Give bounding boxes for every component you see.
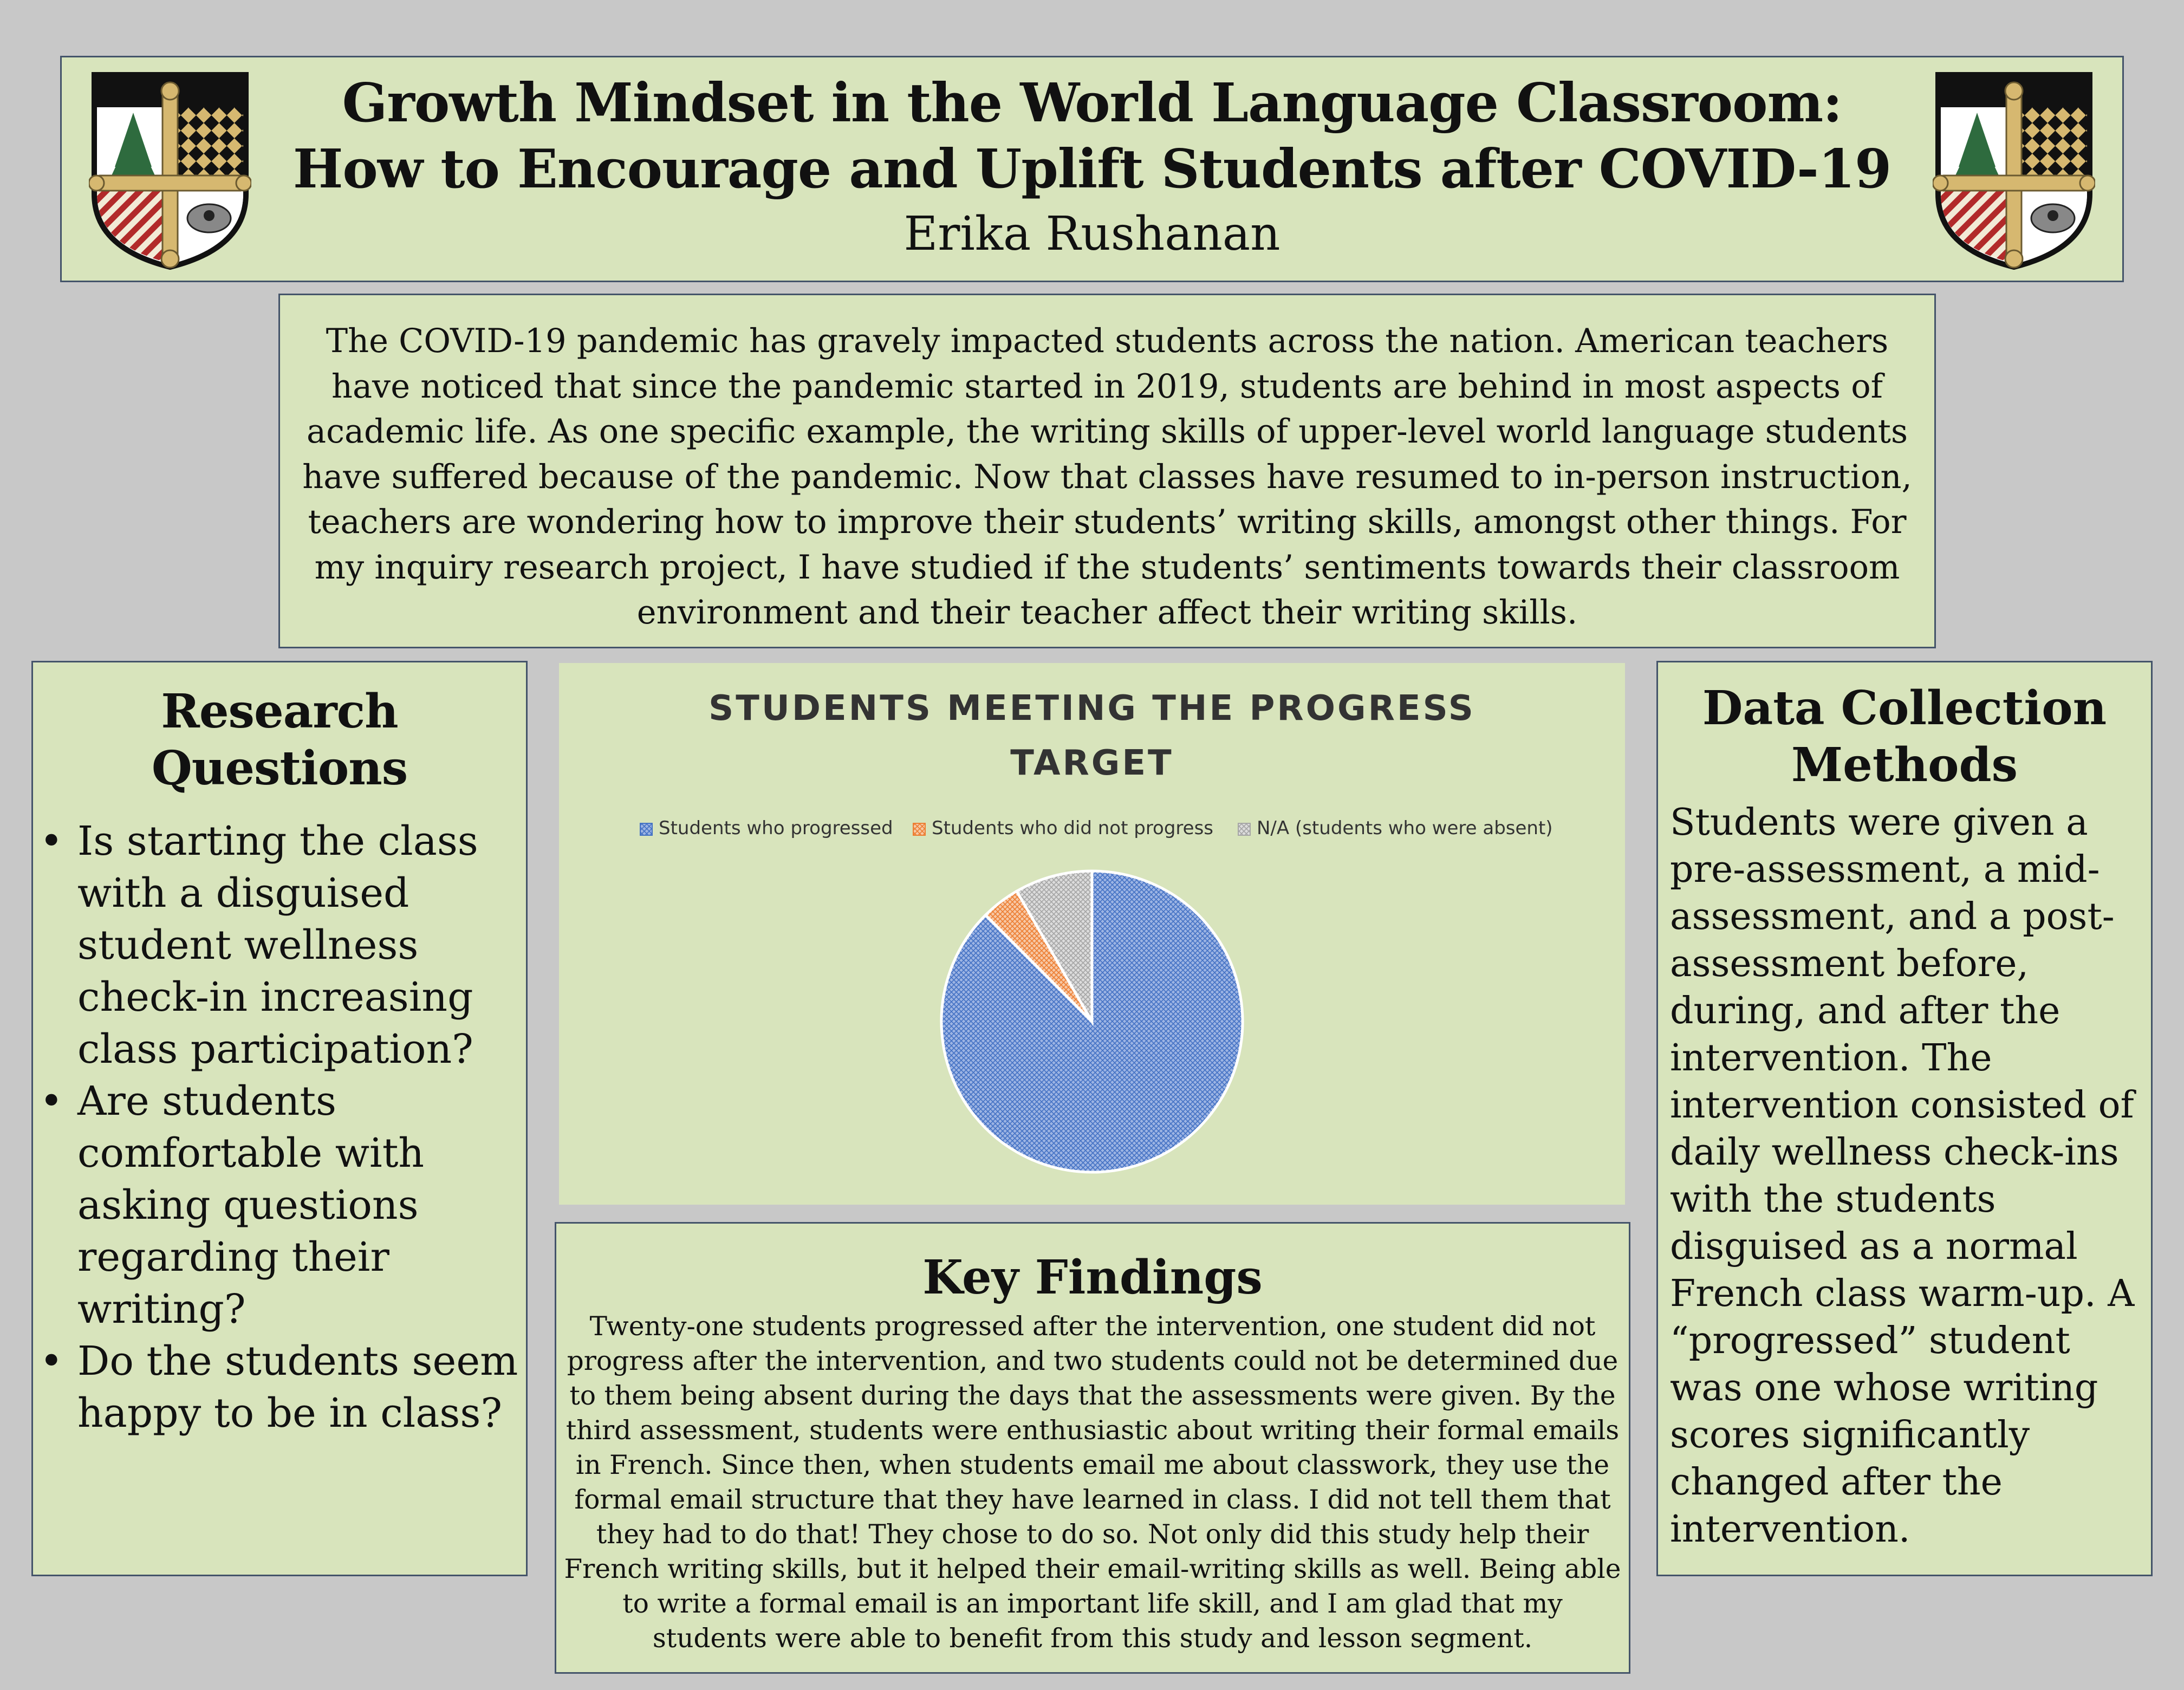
legend-label: Students who progressed bbox=[659, 817, 893, 839]
bullet-icon: • bbox=[40, 1338, 63, 1384]
pie-chart bbox=[559, 663, 1625, 1205]
author-name: Erika Rushanan bbox=[903, 207, 1280, 261]
chart-title-line-1: STUDENTS MEETING THE PROGRESS bbox=[708, 688, 1476, 729]
bullet-icon: • bbox=[40, 1078, 63, 1124]
pie-chart-panel bbox=[559, 663, 1625, 1205]
university-crest-icon bbox=[1933, 69, 2095, 270]
legend-swatch bbox=[913, 823, 925, 835]
list-item: • Is starting the class with a disguised student wellness check-in increasing class participation? bbox=[33, 815, 521, 1075]
data-collection-panel bbox=[1656, 661, 2153, 1576]
data-collection-heading: Data Collection Methods bbox=[1702, 681, 2107, 792]
key-findings-panel bbox=[555, 1222, 1630, 1674]
chart-title-line-2: TARGET bbox=[1010, 743, 1174, 783]
research-questions-list bbox=[33, 815, 526, 1439]
introduction-text: The COVID-19 pandemic has gravely impacted students across the nation. American teachers have noticed that since the pandemic started in 2019, students are behind in most aspects of academic life. As one specific example, the writing skills of upper-level world language students have suffered because of the pandemic. Now that classes have resumed to in-person instruction, teachers are wondering how to improve their students’ writing skills, amongst other things. For my inquiry research project, I have studied if the students’ sentiments towards their classroom environment and their teacher affect their writing skills. bbox=[302, 322, 1912, 632]
research-questions-heading: Research Questions bbox=[151, 684, 408, 796]
legend-swatch bbox=[640, 823, 652, 835]
header-banner bbox=[60, 56, 2124, 282]
key-findings-text: Twenty-one students progressed after the intervention, one student did not progress after the intervention, and two students could not be determined due to them being absent during the days that the assessments were given. By the third assessment, students were enthusiastic about writing their formal emails in French. Since then, when students email me about classwork, they use the formal email structure that they have learned in class. I did not tell them that they had to do that! They chose to do so. Not only did this study help their French writing skills, but it helped their email-writing skills as well. Being able to write a formal email is an important life skill, and I am glad that my students were able to benefit from this study and lesson segment. bbox=[564, 1311, 1621, 1654]
chart-slices bbox=[941, 871, 1243, 1172]
chart-legend bbox=[640, 817, 1553, 839]
legend-label: N/A (students who were absent) bbox=[1257, 817, 1553, 839]
legend-swatch bbox=[1238, 823, 1250, 835]
data-collection-text: Students were given a pre-assessment, a mid-assessment, and a post-assessment before, during, and after the intervention. The intervention consisted of daily wellness check-ins with the students disguised as a normal French class warm-up. A “progressed” student was one whose writing scores significantly changed after the intervention. bbox=[1670, 801, 2135, 1551]
legend-label: Students who did not progress bbox=[932, 817, 1214, 839]
university-crest-icon bbox=[89, 69, 251, 270]
key-findings-heading: Key Findings bbox=[922, 1250, 1263, 1305]
introduction-panel bbox=[278, 294, 1936, 648]
list-item: • Do the students seem happy to be in class? bbox=[33, 1335, 521, 1439]
list-item: • Are students comfortable with asking questions regarding their writing? bbox=[33, 1075, 521, 1335]
poster-title: Growth Mindset in the World Language Classroom: How to Encourage and Uplift Students after COVID-19 bbox=[292, 72, 1891, 200]
research-questions-panel bbox=[31, 661, 528, 1576]
bullet-icon: • bbox=[40, 818, 63, 864]
